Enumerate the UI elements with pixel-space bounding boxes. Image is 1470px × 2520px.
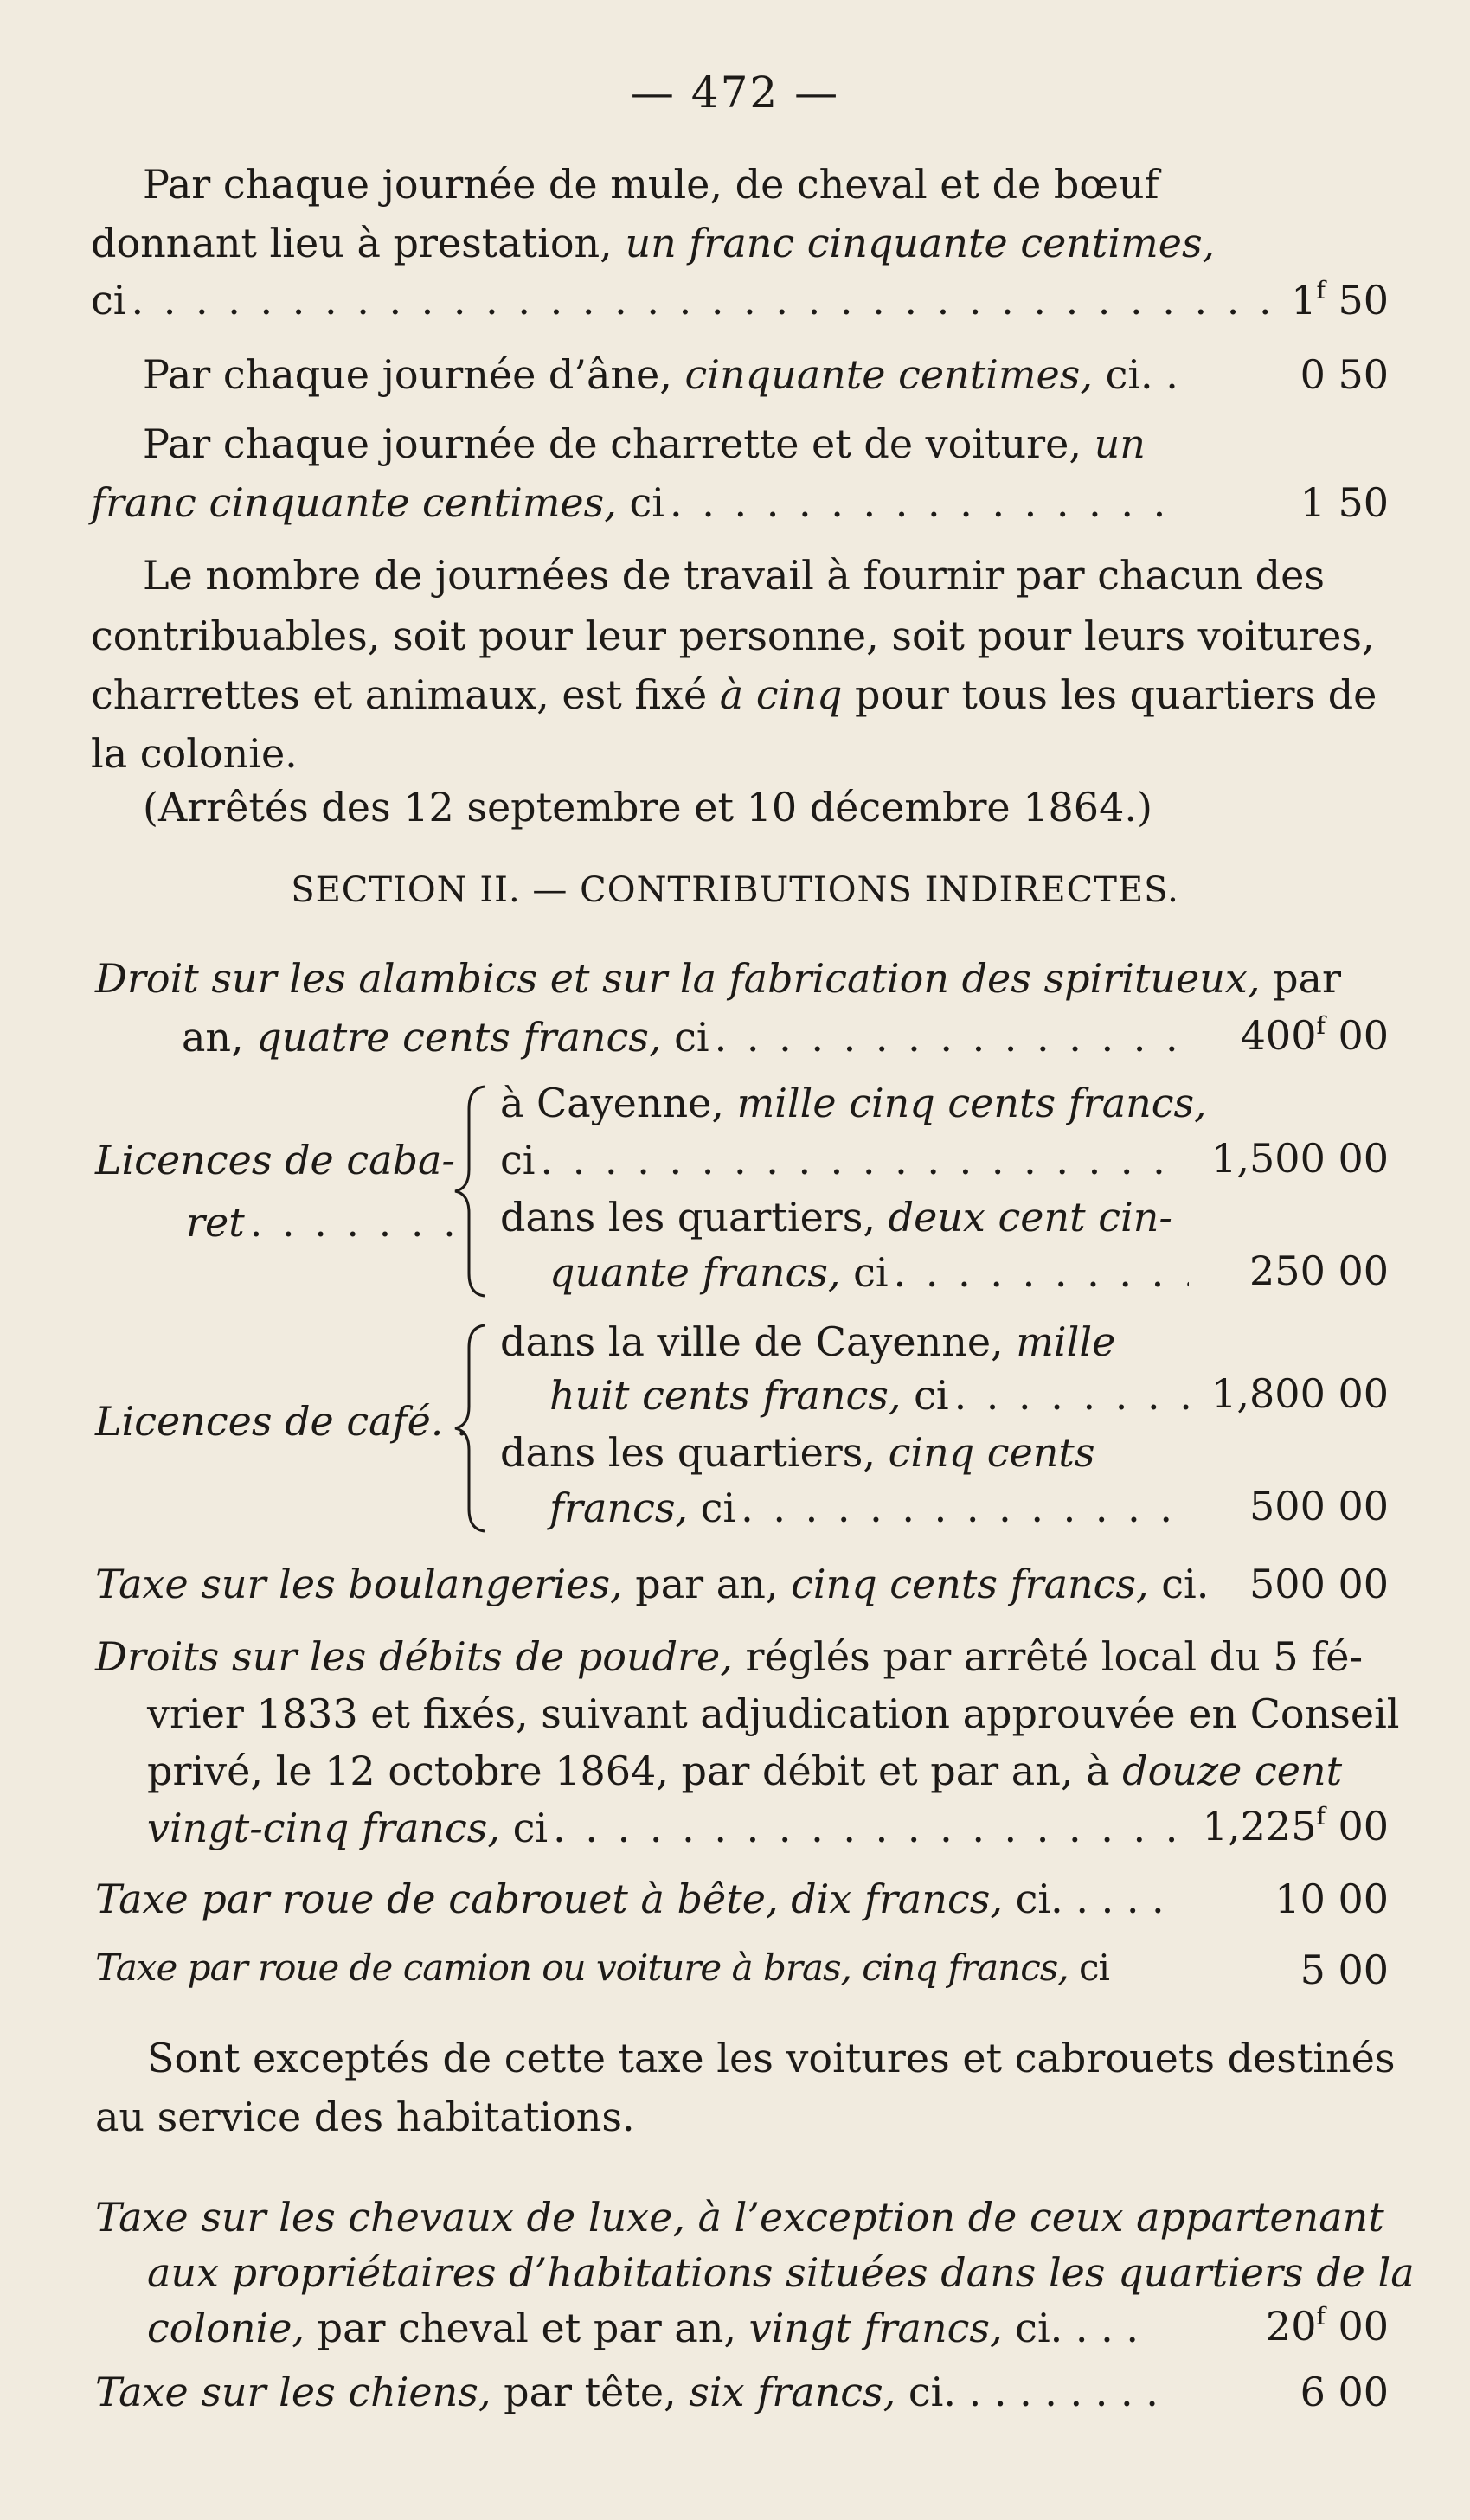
poudre-line-1: Droits sur les débits de poudre, réglés par arrêté local du 5 fé- bbox=[95, 1633, 1364, 1680]
mule-amount: 1$^f$ 50 bbox=[1291, 276, 1389, 324]
arretes-reference: (Arrêtés des 12 septembre et 10 décembre 1864.) bbox=[143, 784, 1152, 830]
cafe-amount-cayenne: 1,800 00 bbox=[1211, 1370, 1389, 1417]
ane-line: Par chaque journée d’âne, cinquante centimes, ci. . bbox=[143, 351, 1178, 398]
cabaret-amount-quartiers: 250 00 bbox=[1249, 1247, 1389, 1294]
chevaux-amount: 20$^f$ 00 bbox=[1265, 2302, 1389, 2350]
cafe-label: Licences de café. . bbox=[95, 1398, 469, 1445]
cabaret-row-4: quante francs, ci . . . bbox=[549, 1253, 1194, 1292]
cafe-row-3: dans les quartiers, cinq cents bbox=[500, 1429, 1095, 1476]
mule-line-2: donnant lieu à prestation, un franc cinquante centimes, bbox=[91, 220, 1216, 266]
exceptes-line-1: Sont exceptés de cette taxe les voitures et cabrouets destinés bbox=[147, 2035, 1396, 2081]
cabaret-label-1: Licences de caba- bbox=[95, 1137, 455, 1183]
cafe-amount-quartiers: 500 00 bbox=[1249, 1483, 1389, 1529]
alambics-amount: 400$^f$ 00 bbox=[1240, 1011, 1389, 1059]
poudre-line-2: vrier 1833 et fixés, suivant adjudication approuvée en Conseil bbox=[147, 1690, 1400, 1737]
nombre-line-3: charrettes et animaux, est fixé à cinq pour tous les quartiers de bbox=[91, 671, 1377, 718]
boulangeries-amount: 500 00 bbox=[1249, 1561, 1389, 1607]
exceptes-line-2: au service des habitations. bbox=[95, 2094, 635, 2140]
poudre-line-4: vingt-cinq francs, ci . . . bbox=[147, 1808, 1194, 1848]
cabrouet-line: Taxe par roue de cabrouet à bête, dix francs, ci. . . . . bbox=[95, 1876, 1165, 1922]
poudre-line-3: privé, le 12 octobre 1864, par débit et par an, à douze cent bbox=[147, 1747, 1343, 1794]
cabaret-label-2: ret . . . bbox=[186, 1202, 463, 1242]
mule-line-1: Par chaque journée de mule, de cheval et de bœuf bbox=[143, 161, 1159, 208]
cabaret-row-3: dans les quartiers, deux cent cin- bbox=[500, 1194, 1172, 1241]
charrette-line-1: Par chaque journée de charrette et de voiture, un bbox=[143, 420, 1146, 467]
nombre-line-1: Le nombre de journées de travail à fournir par chacun des bbox=[143, 552, 1325, 599]
chevaux-line-3: colonie, par cheval et par an, vingt francs, ci. . . . bbox=[147, 2305, 1139, 2351]
boulangeries-line: Taxe sur les boulangeries, par an, cinq cents francs, ci. bbox=[95, 1561, 1210, 1607]
cafe-row-2: huit cents francs, ci . . . bbox=[549, 1375, 1194, 1415]
camion-line: Taxe par roue de camion ou voiture à bras, cinq francs, ci bbox=[95, 1946, 1109, 1989]
mule-line-3: ci . . . bbox=[91, 280, 1285, 320]
cafe-row-1: dans la ville de Cayenne, mille bbox=[500, 1318, 1116, 1365]
chiens-line: Taxe sur les chiens, par tête, six francs, ci. . . . . . . . . bbox=[95, 2369, 1159, 2415]
chiens-amount: 6 00 bbox=[1300, 2369, 1389, 2415]
section-title: SECTION II. — CONTRIBUTIONS INDIRECTES. bbox=[291, 870, 1179, 910]
nombre-line-2: contribuables, soit pour leur personne, soit pour leurs voitures, bbox=[91, 612, 1375, 659]
nombre-line-4: la colonie. bbox=[91, 730, 298, 777]
alambics-line-2: an, quatre cents francs, ci . . . bbox=[182, 1017, 1194, 1057]
chevaux-line-1: Taxe sur les chevaux de luxe, à l’exception de ceux appartenant bbox=[95, 2194, 1384, 2241]
charrette-line-2: franc cinquante centimes, ci . . . bbox=[91, 483, 1194, 523]
chevaux-line-2: aux propriétaires d’habitations situées dans les quartiers de la bbox=[147, 2249, 1415, 2296]
cabaret-brace bbox=[450, 1083, 493, 1299]
cabaret-row-1: à Cayenne, mille cinq cents francs, bbox=[500, 1080, 1207, 1126]
cafe-row-4: francs, ci . . . bbox=[549, 1488, 1194, 1528]
cafe-brace bbox=[450, 1322, 493, 1535]
poudre-amount: 1,225$^f$ 00 bbox=[1202, 1802, 1389, 1850]
ane-amount: 0 50 bbox=[1300, 351, 1389, 398]
cabaret-amount-cayenne: 1,500 00 bbox=[1211, 1135, 1389, 1182]
charrette-amount: 1 50 bbox=[1300, 479, 1389, 526]
camion-amount: 5 00 bbox=[1300, 1946, 1389, 1993]
cabrouet-amount: 10 00 bbox=[1274, 1876, 1389, 1922]
cabaret-row-2: ci . . . bbox=[500, 1140, 1192, 1180]
page-number: — 472 — bbox=[630, 67, 840, 118]
alambics-line-1: Droit sur les alambics et sur la fabrication des spiritueux, par bbox=[95, 955, 1341, 1002]
